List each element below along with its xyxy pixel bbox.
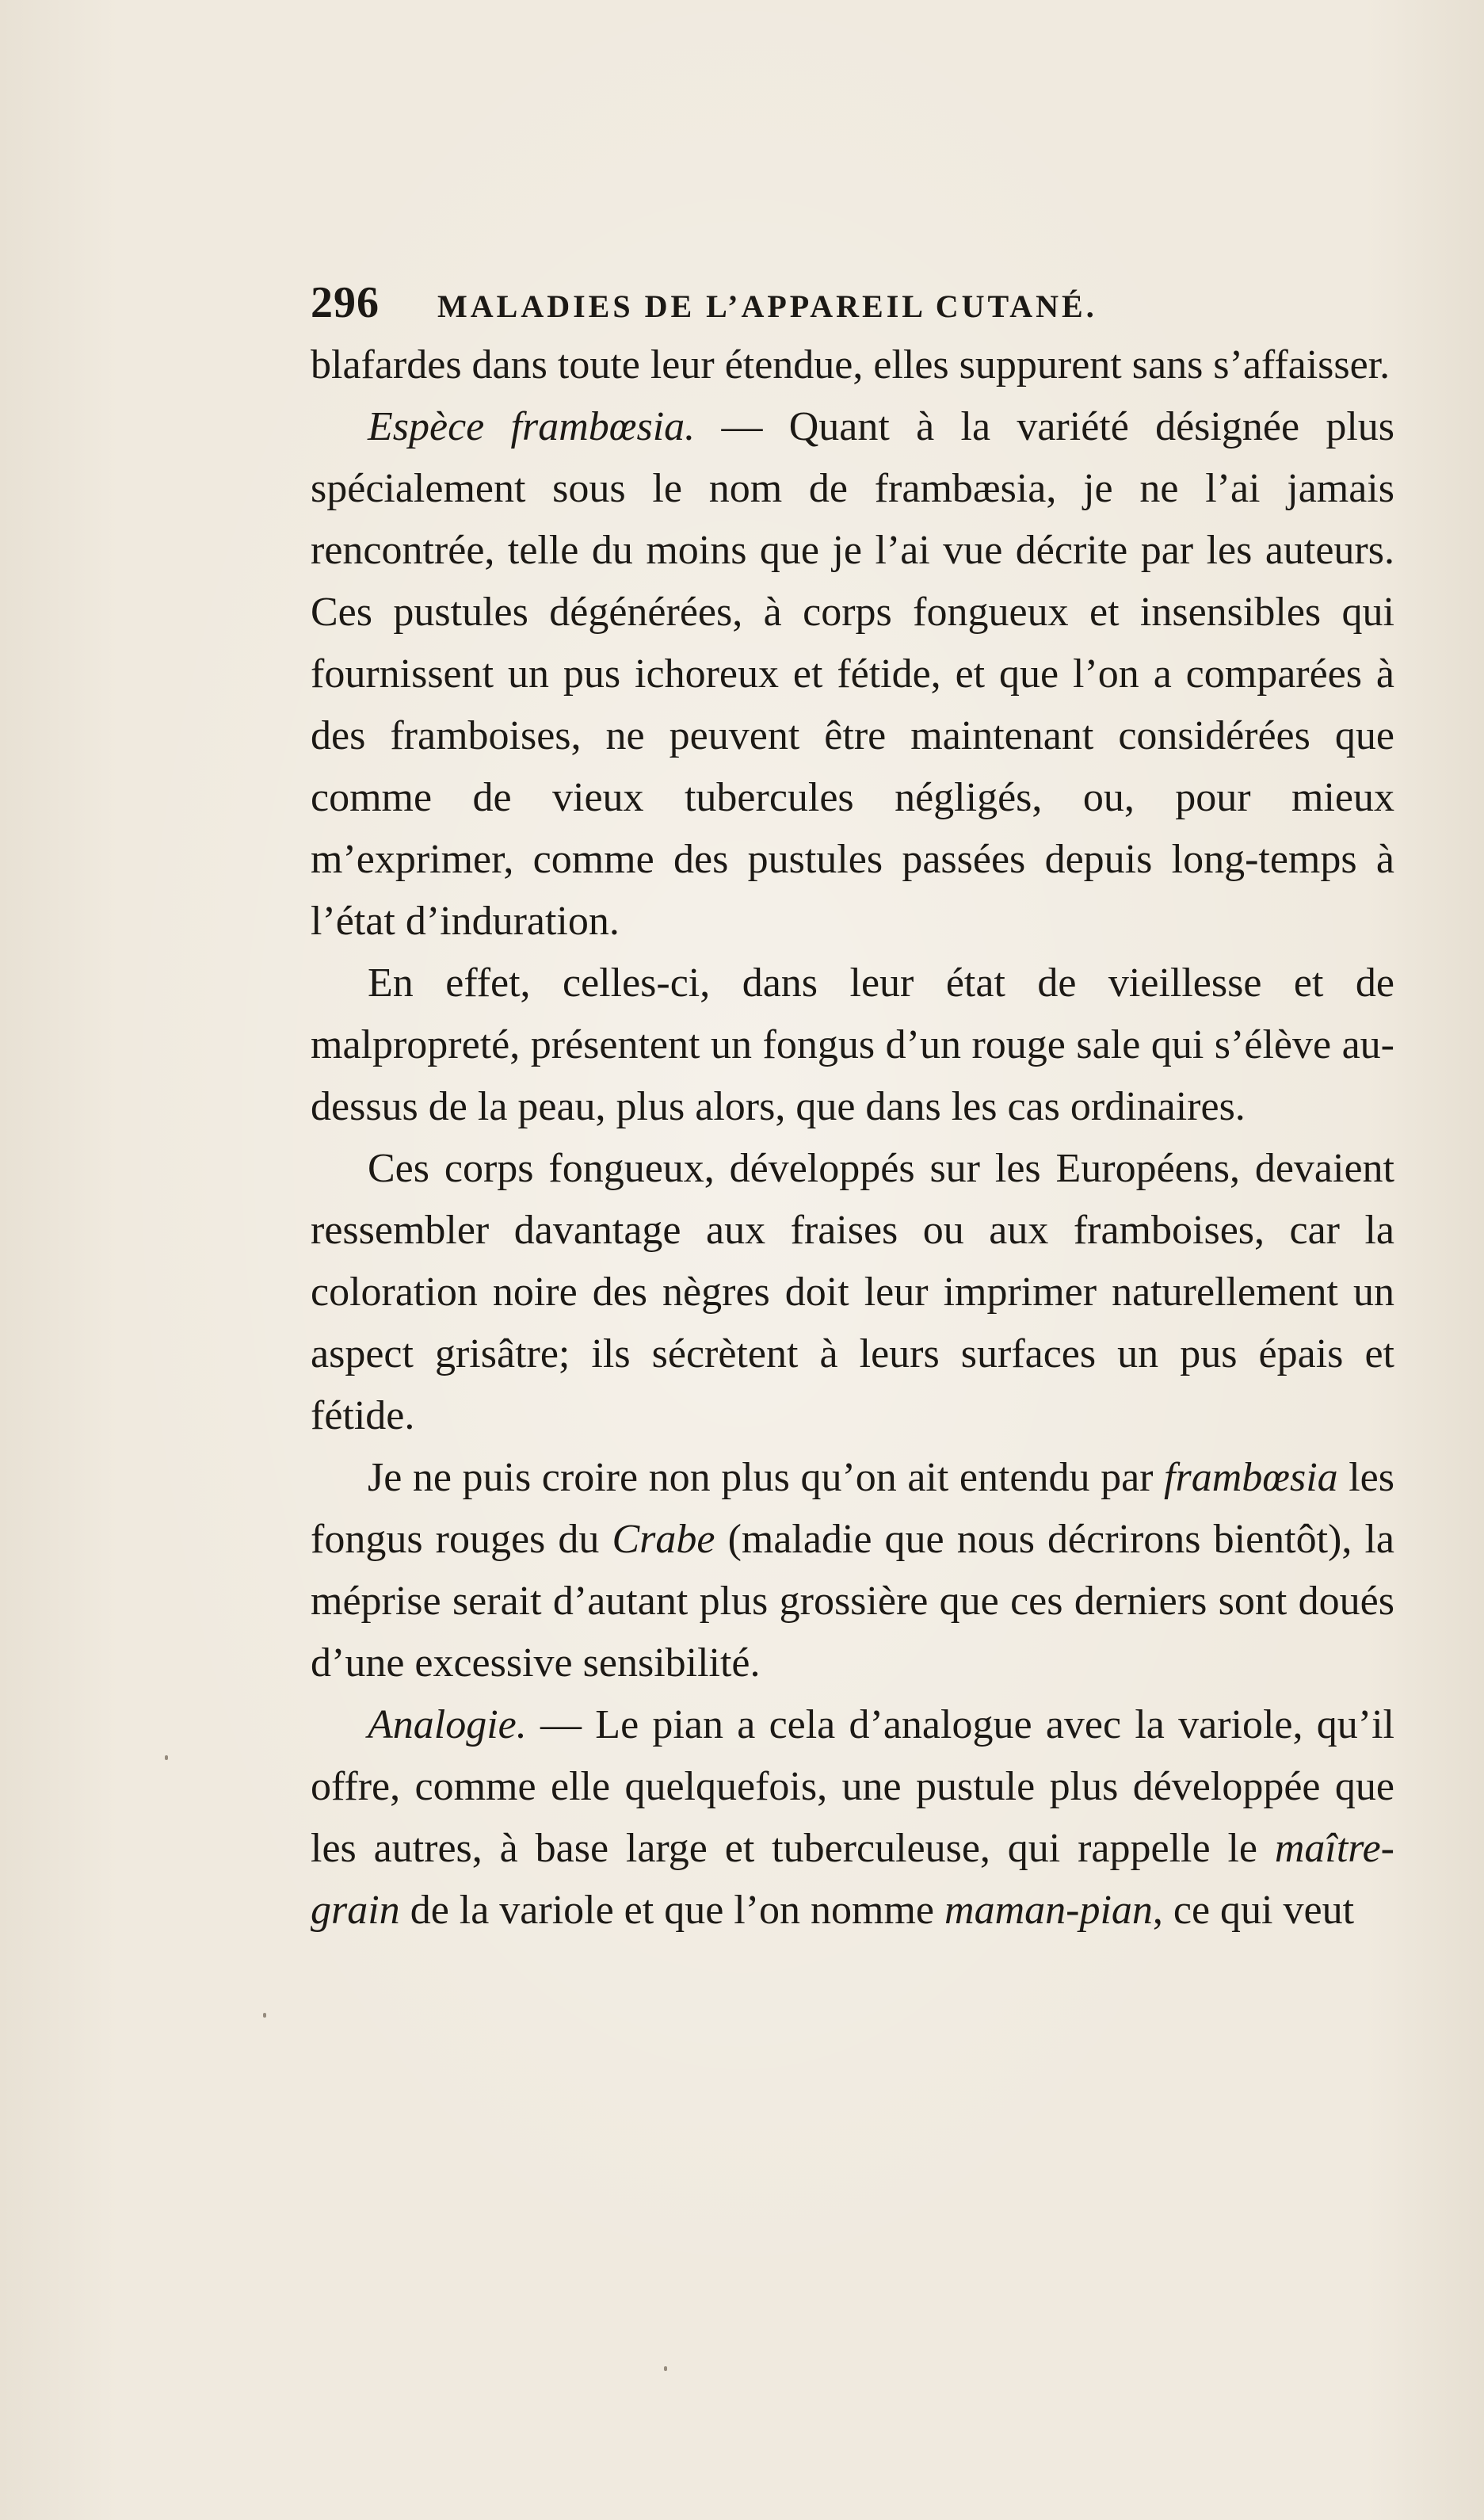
running-head xyxy=(311,277,1394,334)
text-run: les fongus rouges du xyxy=(311,1455,1394,1562)
paper-speck xyxy=(664,2366,667,2371)
paragraph-corps-fongueux xyxy=(311,1138,1394,1447)
section-heading: Analogie. xyxy=(368,1702,527,1747)
text-run: (maladie que nous décrirons bientôt), la méprise serait d’autant plus grossière que ces derniers sont doués d’une excessive sensibilité. xyxy=(311,1517,1394,1686)
paragraph-en-effet xyxy=(311,953,1394,1138)
paragraph-crabe xyxy=(311,1447,1394,1694)
text-run: En effet, celles-ci, dans leur état de vieillesse et de malpropreté, présentent un fongus d’un rouge sale qui s’élève au-dessus de la peau, plus alors, que dans les cas ordinaires. xyxy=(311,960,1394,1129)
text-run: , ce qui veut xyxy=(1152,1888,1355,1933)
italic-term: frambœsia xyxy=(1164,1455,1338,1500)
running-title: MALADIES DE L’APPAREIL CUTANÉ. xyxy=(437,288,1097,324)
paragraph-analogie xyxy=(311,1694,1394,1942)
italic-term: maman-pian xyxy=(944,1888,1153,1933)
italic-term: Crabe xyxy=(612,1517,715,1562)
section-heading: Espèce frambœsia. xyxy=(368,404,696,449)
text-run: Ces corps fongueux, développés sur les Européens, devaient ressembler davantage aux fraises ou aux framboises, car la coloration noire des nègres doit leur imprimer naturellement un aspect grisâtre; ils sécrètent à leurs surfaces un pus épais et fétide. xyxy=(311,1146,1394,1438)
text-block xyxy=(311,277,1394,1942)
paragraph-espece-framboesia xyxy=(311,396,1394,953)
text-run: blafardes dans toute leur étendue, elles suppurent sans s’affaisser. xyxy=(311,342,1391,388)
paragraph-continuation xyxy=(311,334,1394,396)
text-run: Je ne puis croire non plus qu’on ait entendu par xyxy=(368,1455,1165,1500)
text-run: — Le pian a cela d’analogue avec la variole, qu’il offre, comme elle quelquefois, une pustule plus développée que les autres, à base large et tuberculeuse, qui rappelle le xyxy=(311,1702,1394,1871)
page-number: 296 xyxy=(311,278,380,327)
text-run: — Quant à la variété désignée plus spécialement sous le nom de frambæsia, je ne l’ai jamais rencontrée, telle du moins que je l’ai vue décrite par les auteurs. Ces pustules dégénérées, à corps fongueux et insensibles qui fournissent un pus ichoreux et fétide, et que l’on a comparées à des framboises, ne peuvent être maintenant considérées que comme de vieux tubercules négligés, ou, pour mieux m’exprimer, comme des pustules passées depuis long-temps à l’état d’induration. xyxy=(311,404,1395,944)
text-run: de la variole et que l’on nomme xyxy=(399,1888,945,1933)
paper-speck xyxy=(165,1755,168,1760)
paper-speck xyxy=(263,2013,266,2018)
italic-term: maître-grain xyxy=(311,1826,1394,1933)
